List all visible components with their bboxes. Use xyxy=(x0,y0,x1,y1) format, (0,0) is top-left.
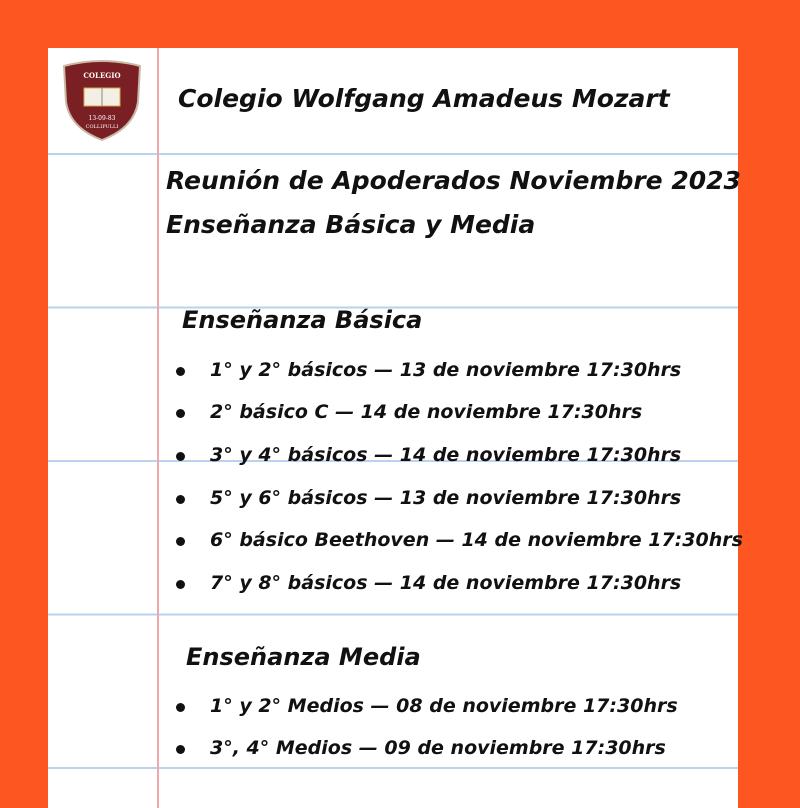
svg-text:COLEGIO: COLEGIO xyxy=(83,71,121,80)
school-crest-logo xyxy=(60,58,144,142)
list-item: 3° y 4° básicos — 14 de noviembre 17:30hrs xyxy=(210,444,682,466)
bullet-icon xyxy=(176,367,185,376)
list-item: 2° básico C — 14 de noviembre 17:30hrs xyxy=(210,401,643,423)
list-item: 3°, 4° Medios — 09 de noviembre 17:30hrs xyxy=(210,737,666,759)
list-item: 1° y 2° Medios — 08 de noviembre 17:30hrs xyxy=(210,695,678,717)
section-heading-basica: Enseñanza Básica xyxy=(182,306,423,334)
list-item: 1° y 2° básicos — 13 de noviembre 17:30hrs xyxy=(210,359,682,381)
margin-line xyxy=(157,48,159,808)
bullet-icon xyxy=(176,580,185,589)
svg-text:13-09-83: 13-09-83 xyxy=(88,115,116,122)
bullet-icon xyxy=(176,452,185,461)
bullet-icon xyxy=(176,537,185,546)
list-item: 5° y 6° básicos — 13 de noviembre 17:30hrs xyxy=(210,487,682,509)
list-item: 7° y 8° básicos — 14 de noviembre 17:30hrs xyxy=(210,572,682,594)
notebook-paper xyxy=(48,48,743,808)
school-name: Colegio Wolfgang Amadeus Mozart xyxy=(178,84,670,113)
bullet-icon xyxy=(176,745,185,754)
page-title: Reunión de Apoderados Noviembre 2023 xyxy=(166,166,741,195)
section-heading-media: Enseñanza Media xyxy=(186,643,421,671)
svg-text:COLLIPULLI: COLLIPULLI xyxy=(85,124,119,130)
bullet-icon xyxy=(176,703,185,712)
bullet-icon xyxy=(176,495,185,504)
list-item: 6° básico Beethoven — 14 de noviembre 17:30hrs xyxy=(210,529,743,551)
page-subtitle: Enseñanza Básica y Media xyxy=(166,210,536,239)
bullet-icon xyxy=(176,409,185,418)
